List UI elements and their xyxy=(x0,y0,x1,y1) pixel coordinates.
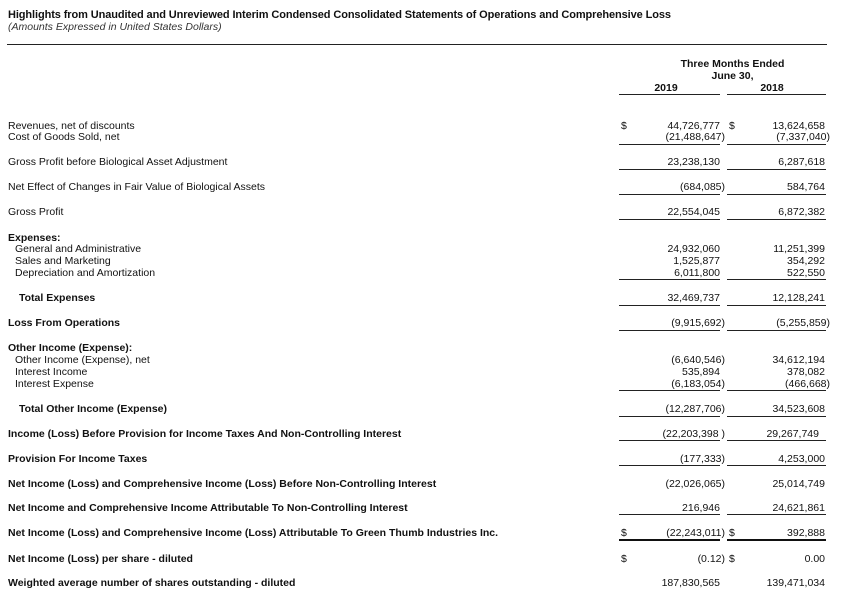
subtotal-rule-2019 xyxy=(619,144,720,145)
currency-symbol: $ xyxy=(729,527,735,539)
subtotal-rule-2019 xyxy=(619,219,720,220)
row-label: Weighted average number of shares outstanding - diluted xyxy=(8,577,296,589)
table-row-sm xyxy=(0,255,841,267)
subtotal-rule-2018 xyxy=(727,144,826,145)
value-2018: 25,014,749 xyxy=(772,478,825,490)
subtotal-rule-2018 xyxy=(727,465,826,466)
currency-symbol: $ xyxy=(621,120,627,132)
period-header-line2: June 30, xyxy=(711,70,754,82)
value-2018: 354,292 xyxy=(787,255,825,267)
value-2019: (684,085) xyxy=(680,181,725,193)
subtotal-rule-2018 xyxy=(727,279,826,280)
value-2019: (177,333) xyxy=(680,453,725,465)
value-2018: 34,523,608 xyxy=(772,403,825,415)
row-label: Interest Income xyxy=(15,366,88,378)
period-header xyxy=(620,58,841,82)
value-2019: 6,011,800 xyxy=(674,267,720,279)
table-row-total-expenses xyxy=(0,292,841,304)
row-label: Revenues, net of discounts xyxy=(8,120,135,132)
value-2018: 6,872,382 xyxy=(778,206,825,218)
table-row-gross-profit-before-bio xyxy=(0,156,841,168)
subtotal-rule-2018 xyxy=(727,330,826,331)
row-label: Total Other Income (Expense) xyxy=(19,403,167,415)
subtotal-rule-2018 xyxy=(727,194,826,195)
table-row-ni-gti xyxy=(0,527,841,539)
table-row-total-other xyxy=(0,403,841,415)
row-label: Net Effect of Changes in Fair Value of Biological Assets xyxy=(8,181,265,193)
table-row-ga xyxy=(0,243,841,255)
table-row-bio-effect xyxy=(0,181,841,193)
value-2019: (6,640,546) xyxy=(671,354,725,366)
value-2019: 535,894 xyxy=(682,366,720,378)
value-2018: (7,337,040) xyxy=(776,131,830,143)
subtotal-rule-2018 xyxy=(727,390,826,391)
statement-subtitle: (Amounts Expressed in United States Dollars) xyxy=(8,21,222,33)
column-header-2019: 2019 xyxy=(654,82,678,94)
subtotal-rule-2019 xyxy=(619,514,720,515)
value-2018: 12,128,241 xyxy=(772,292,825,304)
column-header-rule-2018 xyxy=(727,94,826,95)
value-2018: 392,888 xyxy=(787,527,825,539)
column-header-2018: 2018 xyxy=(760,82,784,94)
table-row-shares xyxy=(0,577,841,589)
value-2019: (12,287,706) xyxy=(665,403,725,415)
value-2019: (22,203,398 ) xyxy=(662,428,725,440)
row-label: Income (Loss) Before Provision for Income Taxes And Non-Controlling Interest xyxy=(8,428,402,440)
value-2019: (9,915,692) xyxy=(671,317,725,329)
row-label: Net Income (Loss) and Comprehensive Income (Loss) Before Non-Controlling Interest xyxy=(8,478,437,490)
value-2018: 24,621,861 xyxy=(772,502,825,514)
statement-title: Highlights from Unaudited and Unreviewed Interim Condensed Consolidated Statements of Operations and Comprehensive Loss xyxy=(8,9,671,21)
table-row-pretax xyxy=(0,428,841,440)
value-2019: 187,830,565 xyxy=(661,577,720,589)
row-label: Cost of Goods Sold, net xyxy=(8,131,120,143)
period-header-line1: Three Months Ended xyxy=(680,58,785,70)
subtotal-rule-2019 xyxy=(619,169,720,170)
row-label: Depreciation and Amortization xyxy=(15,267,156,279)
table-row-interest-expense xyxy=(0,378,841,390)
subtotal-rule-2019 xyxy=(619,194,720,195)
subtotal-rule-2019 xyxy=(619,390,720,391)
table-row-da xyxy=(0,267,841,279)
value-2019: (22,243,011) xyxy=(666,527,725,539)
value-2019: 22,554,045 xyxy=(667,206,720,218)
section-header-other-income xyxy=(0,342,841,354)
value-2018: 6,287,618 xyxy=(778,156,825,168)
value-2019: 44,726,777 xyxy=(667,120,720,132)
subtotal-rule-2019 xyxy=(619,305,720,306)
total-rule-2019 xyxy=(619,539,720,541)
row-label: Gross Profit before Biological Asset Adjustment xyxy=(8,156,228,168)
value-2018: 584,764 xyxy=(787,181,825,193)
row-label: Other Income (Expense), net xyxy=(15,354,150,366)
value-2018: 11,251,399 xyxy=(773,243,825,255)
value-2018: 378,082 xyxy=(787,366,825,378)
currency-symbol: $ xyxy=(729,120,735,132)
value-2018: 522,550 xyxy=(787,267,825,279)
value-2018: 0.00 xyxy=(804,553,825,565)
row-label: Interest Expense xyxy=(15,378,94,390)
value-2019: 216,946 xyxy=(682,502,720,514)
currency-symbol: $ xyxy=(729,553,735,565)
table-row-cogs xyxy=(0,131,841,143)
value-2019: (6,183,054) xyxy=(671,378,725,390)
currency-symbol: $ xyxy=(621,553,627,565)
row-label: Expenses: xyxy=(8,232,61,244)
value-2018: 4,253,000 xyxy=(778,453,825,465)
row-label: Net Income (Loss) and Comprehensive Income (Loss) Attributable To Green Thumb Industries Inc. xyxy=(8,527,499,539)
value-2018: 139,471,034 xyxy=(766,577,825,589)
subtotal-rule-2018 xyxy=(727,305,826,306)
value-2018: 13,624,658 xyxy=(772,120,825,132)
subtotal-rule-2019 xyxy=(619,465,720,466)
row-label: Total Expenses xyxy=(19,292,96,304)
subtotal-rule-2019 xyxy=(619,330,720,331)
value-2019: 23,238,130 xyxy=(667,156,720,168)
table-row-interest-income xyxy=(0,366,841,378)
subtotal-rule-2019 xyxy=(619,279,720,280)
value-2018: 29,267,749 xyxy=(766,428,819,440)
value-2019: (22,026,065) xyxy=(665,478,725,490)
value-2019: (21,488,647) xyxy=(665,131,725,143)
row-label: Net Income and Comprehensive Income Attributable To Non-Controlling Interest xyxy=(8,502,408,514)
row-label: General and Administrative xyxy=(15,243,142,255)
table-row-ni-before-nci xyxy=(0,478,841,490)
header-divider xyxy=(7,44,827,45)
subtotal-rule-2018 xyxy=(727,169,826,170)
table-row-loss-from-operations xyxy=(0,317,841,329)
row-label: Net Income (Loss) per share - diluted xyxy=(8,553,193,565)
table-row-eps xyxy=(0,553,841,565)
table-row-nci xyxy=(0,502,841,514)
value-2018: (5,255,859) xyxy=(776,317,830,329)
subtotal-rule-2019 xyxy=(619,440,720,441)
row-label: Sales and Marketing xyxy=(15,255,111,267)
value-2018: 34,612,194 xyxy=(772,354,825,366)
row-label: Gross Profit xyxy=(8,206,64,218)
value-2019: (0.12) xyxy=(697,553,725,565)
row-label: Loss From Operations xyxy=(8,317,121,329)
table-row-tax xyxy=(0,453,841,465)
total-rule-2018 xyxy=(727,539,826,541)
value-2019: 1,525,877 xyxy=(673,255,720,267)
subtotal-rule-2018 xyxy=(727,514,826,515)
subtotal-rule-2018 xyxy=(727,440,826,441)
value-2018: (466,668) xyxy=(785,378,830,390)
subtotal-rule-2018 xyxy=(727,219,826,220)
column-header-rule-2019 xyxy=(619,94,720,95)
subtotal-rule-2019 xyxy=(619,416,720,417)
table-row-gross-profit xyxy=(0,206,841,218)
subtotal-rule-2018 xyxy=(727,416,826,417)
row-label: Provision For Income Taxes xyxy=(8,453,148,465)
value-2019: 24,932,060 xyxy=(667,243,720,255)
row-label: Other Income (Expense): xyxy=(8,342,133,354)
value-2019: 32,469,737 xyxy=(667,292,720,304)
currency-symbol: $ xyxy=(621,527,627,539)
table-row-other-net xyxy=(0,354,841,366)
